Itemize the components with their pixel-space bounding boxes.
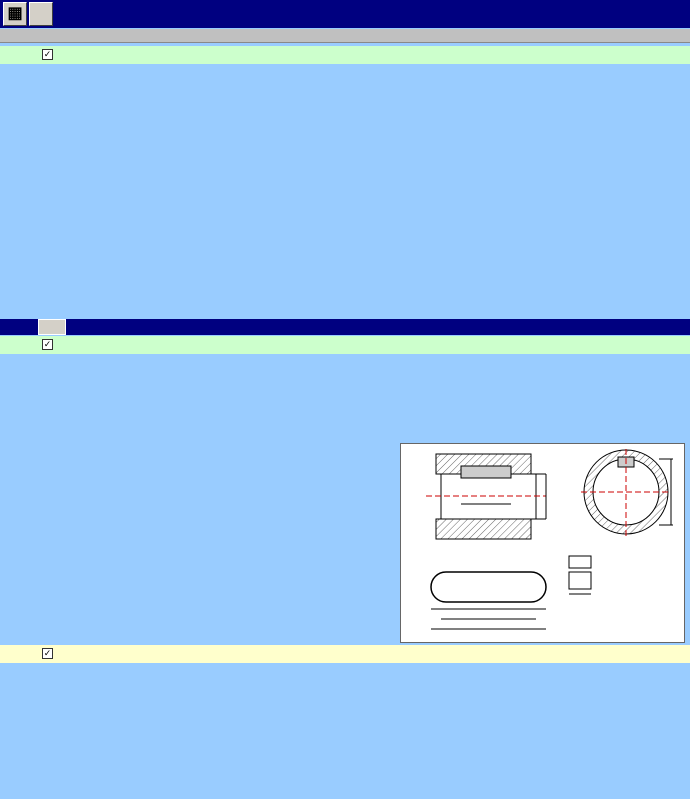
section-1-header	[0, 46, 690, 64]
section-3-checkbox[interactable]: ✓	[43, 648, 52, 658]
key-diagram	[400, 443, 685, 643]
title-bar	[0, 0, 690, 28]
method-bar	[0, 319, 690, 335]
method-letter	[0, 319, 38, 335]
section-2-checkbox[interactable]: ✓	[43, 339, 52, 349]
section-3-header	[0, 645, 690, 663]
calc-icon[interactable]: ▦	[3, 2, 27, 26]
help-button[interactable]	[29, 2, 53, 26]
section-1-checkbox[interactable]: ✓	[43, 49, 52, 59]
section-2-header	[0, 336, 690, 354]
key-diagram-svg	[401, 444, 686, 644]
expand-button[interactable]	[38, 319, 66, 335]
summary-row	[0, 29, 690, 43]
